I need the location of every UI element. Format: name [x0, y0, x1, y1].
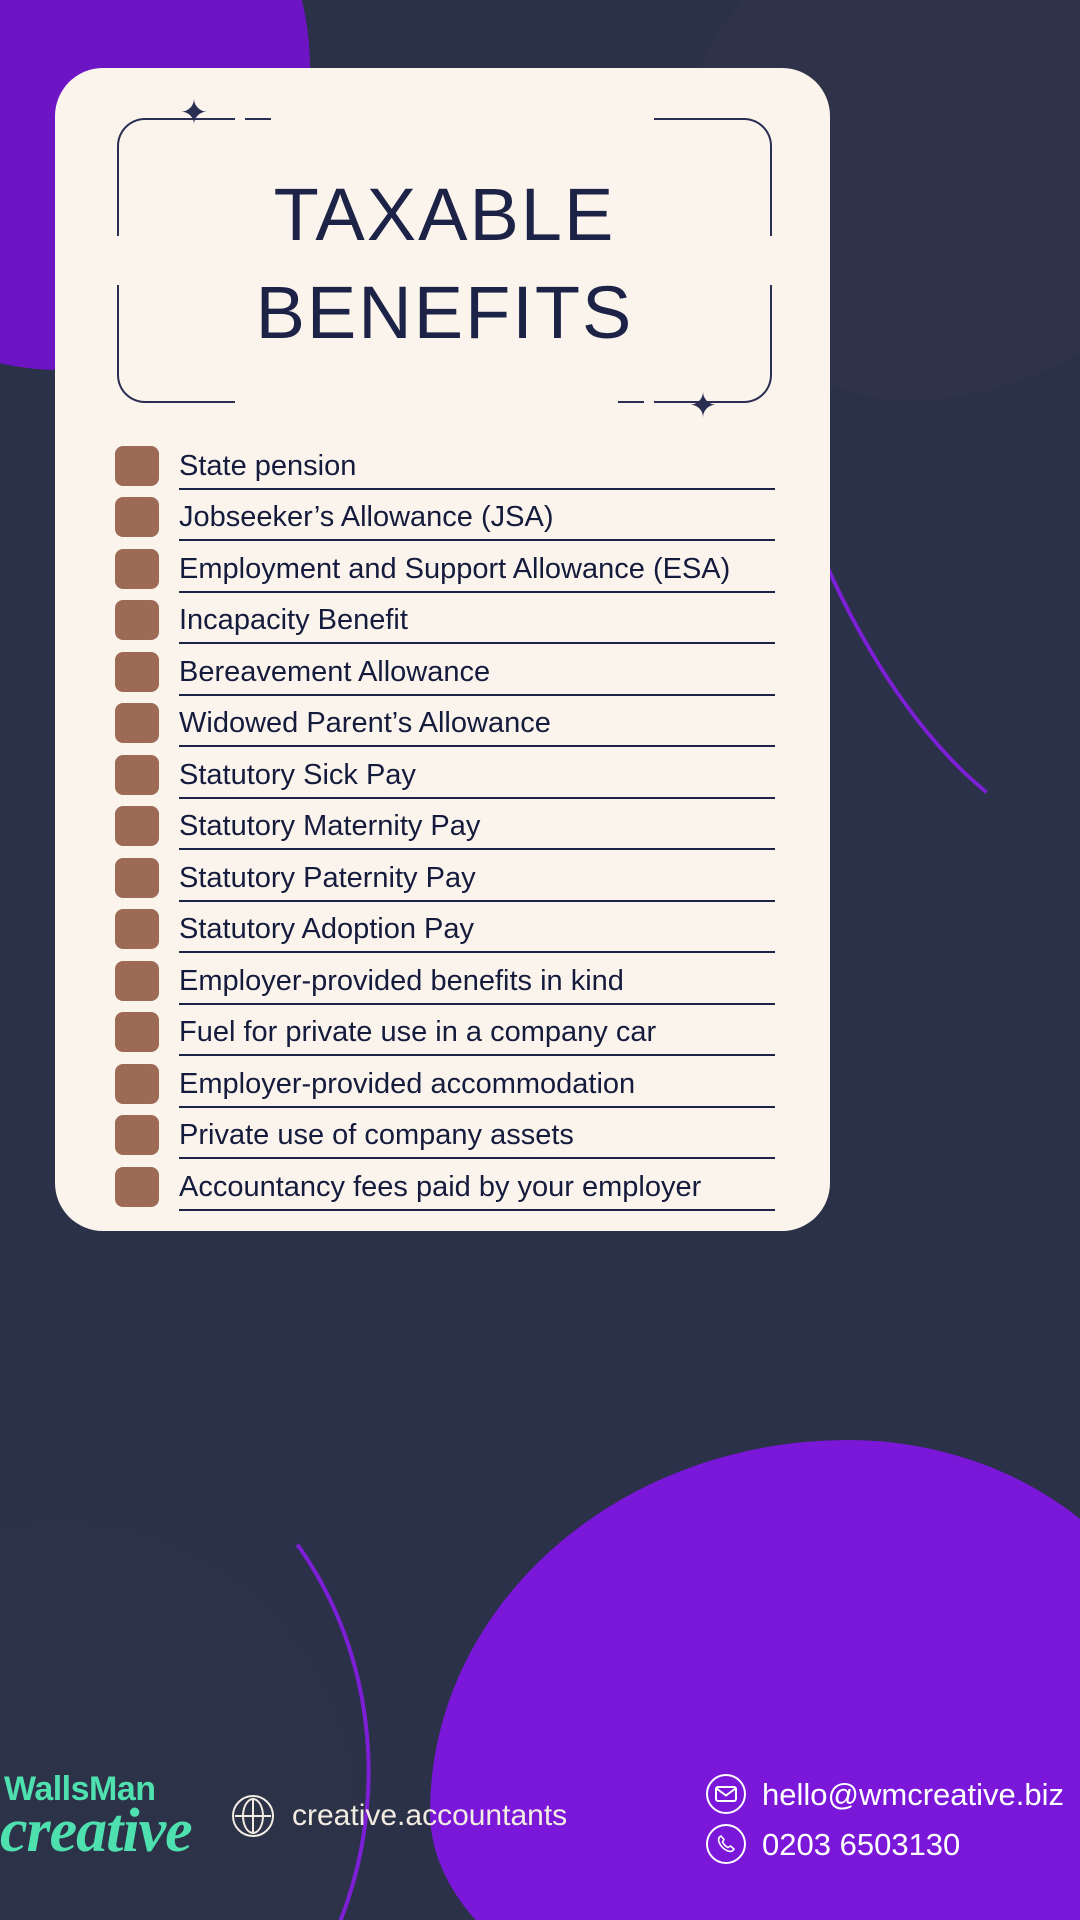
checkbox[interactable] — [115, 961, 159, 1001]
list-item[interactable] — [115, 593, 775, 645]
page-title-line-1: TAXABLE — [273, 173, 616, 256]
checkbox[interactable] — [115, 1012, 159, 1052]
page-title — [117, 166, 772, 361]
list-item[interactable] — [115, 953, 775, 1005]
contact-block — [706, 1774, 1064, 1864]
list-item-label: Employment and Support Allowance (ESA) — [179, 549, 775, 593]
brand-logo — [0, 1770, 192, 1865]
checkbox[interactable] — [115, 1115, 159, 1155]
list-item[interactable] — [115, 1005, 775, 1057]
list-item-label: Bereavement Allowance — [179, 652, 775, 696]
list-item[interactable] — [115, 799, 775, 851]
phone-row[interactable] — [706, 1824, 1064, 1864]
list-item-label: Statutory Maternity Pay — [179, 806, 775, 850]
website-text: creative.accountants — [292, 1799, 568, 1832]
list-item-label: Employer-provided accommodation — [179, 1064, 775, 1108]
list-item-label: Employer-provided benefits in kind — [179, 961, 775, 1005]
list-item-label: Statutory Sick Pay — [179, 755, 775, 799]
brand-logo-bottom: creative — [0, 1797, 192, 1865]
checkbox[interactable] — [115, 909, 159, 949]
checkbox[interactable] — [115, 446, 159, 486]
checkbox[interactable] — [115, 806, 159, 846]
list-item[interactable] — [115, 1056, 775, 1108]
checkbox[interactable] — [115, 652, 159, 692]
list-item-label: Accountancy fees paid by your employer — [179, 1167, 775, 1211]
checkbox[interactable] — [115, 600, 159, 640]
list-item[interactable] — [115, 850, 775, 902]
benefits-checklist — [115, 438, 775, 1211]
list-item[interactable] — [115, 902, 775, 954]
list-item[interactable] — [115, 644, 775, 696]
list-item-label: State pension — [179, 446, 775, 490]
checkbox[interactable] — [115, 1167, 159, 1207]
list-item-label: Private use of company assets — [179, 1115, 775, 1159]
phone-icon — [706, 1824, 746, 1864]
globe-icon — [232, 1795, 274, 1837]
checkbox[interactable] — [115, 1064, 159, 1104]
list-item[interactable] — [115, 490, 775, 542]
email-text: hello@wmcreative.biz — [762, 1776, 1064, 1812]
envelope-icon — [706, 1774, 746, 1814]
checkbox[interactable] — [115, 497, 159, 537]
list-item[interactable] — [115, 747, 775, 799]
checkbox[interactable] — [115, 549, 159, 589]
list-item[interactable] — [115, 696, 775, 748]
email-row[interactable] — [706, 1774, 1064, 1814]
website-block[interactable] — [232, 1795, 567, 1837]
list-item-label: Incapacity Benefit — [179, 600, 775, 644]
content-card — [55, 68, 830, 1231]
list-item-label: Fuel for private use in a company car — [179, 1012, 775, 1056]
checkbox[interactable] — [115, 703, 159, 743]
checkbox[interactable] — [115, 755, 159, 795]
frame-dash-bottom — [618, 401, 644, 403]
frame-dash-top — [245, 118, 271, 120]
list-item-label: Jobseeker’s Allowance (JSA) — [179, 497, 775, 541]
sparkle-icon: ✦ — [688, 387, 718, 425]
list-item[interactable] — [115, 438, 775, 490]
sparkle-icon: ✦ — [179, 94, 209, 132]
footer — [0, 1720, 1080, 1920]
brand-logo-top: WallsMan — [4, 1770, 156, 1808]
list-item[interactable] — [115, 1159, 775, 1211]
checkbox[interactable] — [115, 858, 159, 898]
phone-text: 0203 6503130 — [762, 1826, 961, 1862]
title-frame-ornament — [117, 94, 772, 425]
list-item[interactable] — [115, 541, 775, 593]
list-item-label: Statutory Adoption Pay — [179, 909, 775, 953]
list-item-label: Statutory Paternity Pay — [179, 858, 775, 902]
list-item[interactable] — [115, 1108, 775, 1160]
page-title-line-2: BENEFITS — [255, 270, 634, 354]
list-item-label: Widowed Parent’s Allowance — [179, 703, 775, 747]
